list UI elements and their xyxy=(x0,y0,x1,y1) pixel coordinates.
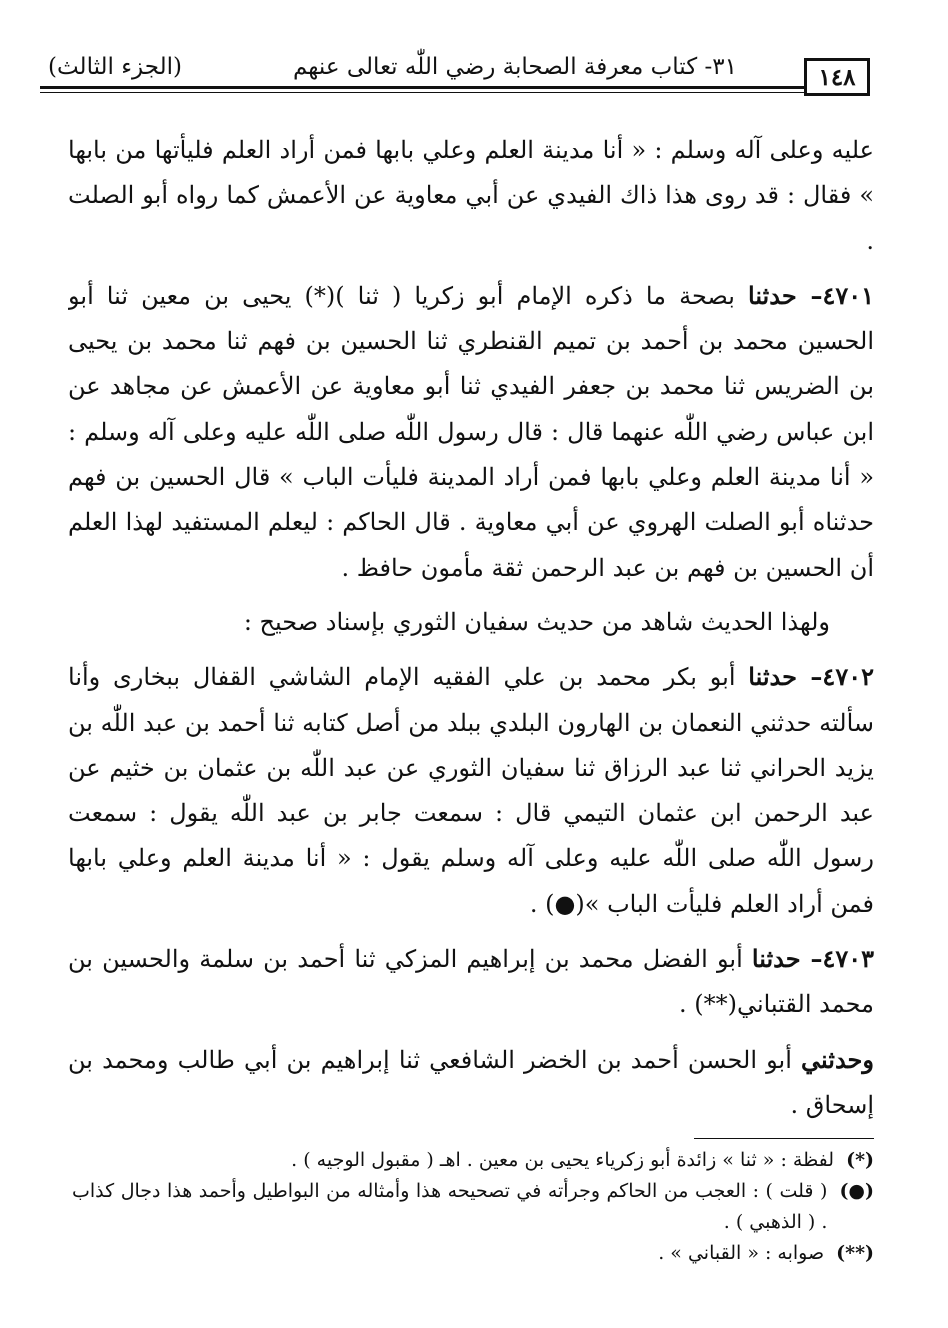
book-title: ٣١- كتاب معرفة الصحابة رضي اللّٰه تعالى عنهم xyxy=(293,54,737,80)
hadith-number: ٤٧٠٢ xyxy=(822,662,874,692)
hadith-number: ٤٧٠٣ xyxy=(822,944,874,974)
hadith-number: ٤٧٠١ xyxy=(822,280,874,310)
footnote-text: صوابه : « القباني » . xyxy=(658,1242,825,1264)
main-text xyxy=(68,128,874,1138)
hadith-4702 xyxy=(68,654,874,927)
paragraph-witness: ولهذا الحديث شاهد من حديث سفيان الثوري بإسناد صحيح : xyxy=(243,607,830,636)
hadith-lead: – حدثنا xyxy=(748,662,823,692)
volume-part-label: (الجزء الثالث) xyxy=(48,54,182,80)
paragraph-text: أبو الحسن أحمد بن الخضر الشافعي ثنا إبراهيم بن أبي طالب ومحمد بن إسحاق . xyxy=(68,1045,874,1119)
paragraph-continuation: عليه وعلى آله وسلم : « أنا مدينة العلم وعلي بابها فمن أراد العلم فليأتها من بابها » فقال : قد روى هذا ذاك الفيدي عن أبي معاوية عن الأعمش كما رواه أبو الصلت . xyxy=(68,136,874,255)
paragraph-chain-2 xyxy=(68,1037,874,1129)
hadith-text: أبو الفضل محمد بن إبراهيم المزكي ثنا أحمد بن سلمة والحسين بن محمد القتباني(**) . xyxy=(68,945,874,1019)
footnote xyxy=(72,1238,874,1269)
page-number: ١٤٨ xyxy=(804,58,870,96)
footnote-mark: (●) xyxy=(839,1180,874,1202)
hadith-4703 xyxy=(68,936,874,1028)
header-rule-thick xyxy=(40,86,804,89)
footnotes xyxy=(72,1145,874,1269)
header-rule-thin xyxy=(40,92,804,93)
footnote-text: لفظة : « ثنا » زائدة أبو زكرياء يحيى بن معين . اهـ ( مقبول الوجيه ) . xyxy=(291,1149,835,1171)
hadith-lead: – حدثنا xyxy=(751,944,823,974)
footnote-mark: (**) xyxy=(836,1242,874,1264)
hadith-text: أبو بكر محمد بن علي الفقيه الإمام الشاشي القفال ببخارى وأنا سألته حدثني النعمان بن الهارون البلدي ببلد من أصل كتابه ثنا أحمد بن عبد اللّٰه بن يزيد الحراني ثنا عبد الرزاق ثنا سفيان الثوري عن عبد اللّٰه بن عثمان بن خثيم عن عبد الرحمن ابن عثمان التيمي قال : سمعت جابر بن عبد اللّٰه يقول : سمعت رسول اللّٰه صلى اللّٰه عليه وعلى آله وسلم يقول : « أنا مدينة العلم وعلي بابها فمن أراد العلم فليأت الباب »(●) . xyxy=(68,663,874,918)
footnote-separator xyxy=(694,1138,874,1139)
hadith-4701 xyxy=(68,273,874,591)
hadith-text: بصحة ما ذكره الإمام أبو زكريا ( ثنا )(*) يحيى بن معين ثنا أبو الحسين محمد بن أحمد بن تميم القنطري ثنا الحسين بن فهم ثنا محمد بن يحيى بن الضريس ثنا محمد بن جعفر الفيدي ثنا أبو معاوية عن الأعمش عن مجاهد عن ابن عباس رضي اللّٰه عنهما قال : قال رسول اللّٰه صلى اللّٰه عليه وعلى آله وسلم : « أنا مدينة العلم وعلي بابها فمن أراد المدينة فليأت الباب » قال الحسين بن فهم حدثناه أبو الصلت الهروي عن أبي معاوية . قال الحاكم : ليعلم المستفيد لهذا العلم أن الحسين بن فهم بن عبد الرحمن ثقة مأمون حافظ . xyxy=(68,281,874,582)
hadith-lead: – حدثنا xyxy=(748,280,823,310)
paragraph-lead: وحدثني xyxy=(801,1044,874,1074)
running-header xyxy=(40,50,870,100)
footnote xyxy=(72,1176,874,1238)
footnote xyxy=(72,1145,874,1176)
footnote-text: ( قلت ) : العجب من الحاكم وجرأته في تصحيحه هذا وأمثاله من البواطيل وأحمد هذا دجال كذاب . ( الذهبي ) . xyxy=(72,1180,828,1233)
footnote-mark: (*) xyxy=(846,1149,874,1171)
